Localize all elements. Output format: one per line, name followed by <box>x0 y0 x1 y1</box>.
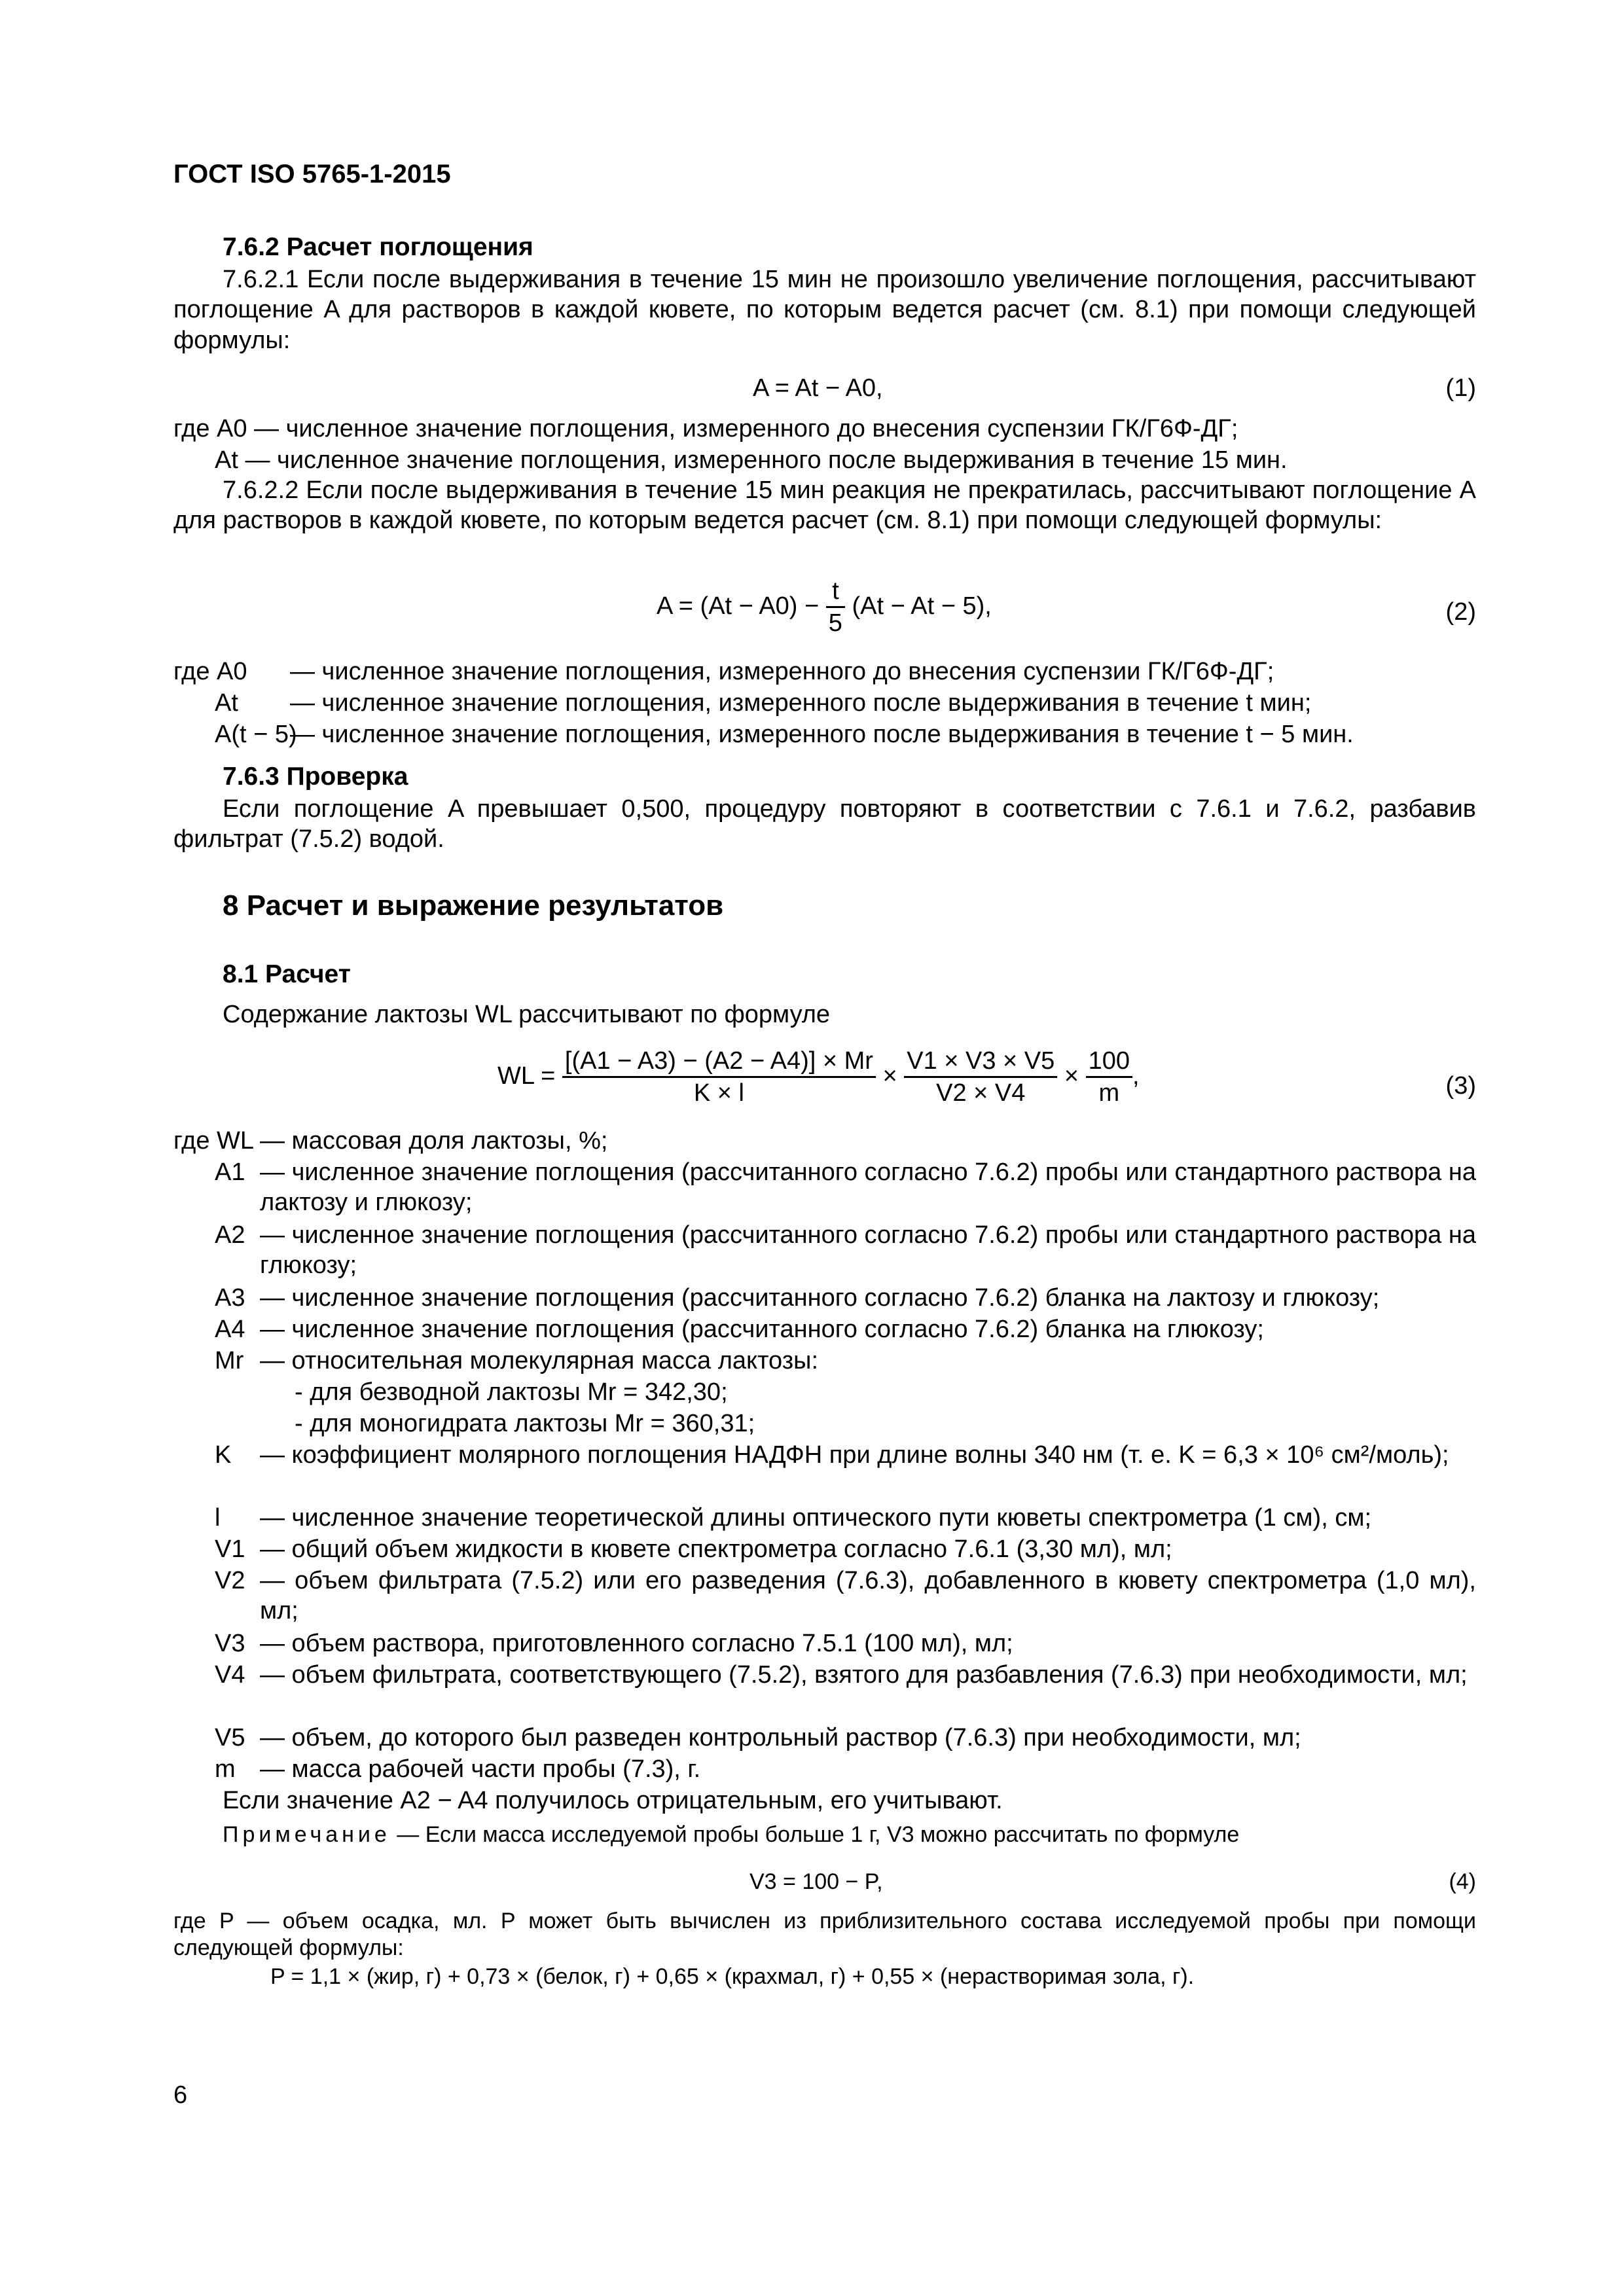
eq3-def-symbol: m <box>215 1755 236 1783</box>
eq2-def-row <box>173 719 1476 751</box>
eq3-def-text: — численное значение теоретической длины оптического пути кюветы спектрометра (1 см), см; <box>260 1504 1371 1532</box>
equation-2-frac-num: t <box>826 576 845 608</box>
eq3-def-text: - для моногидрата лактозы Mr = 360,31; <box>295 1410 755 1437</box>
eq3-def-symbol: l <box>215 1504 221 1532</box>
document-code: ГОСТ ISO 5765-1-2015 <box>173 160 451 188</box>
note-label: Примечание <box>223 1822 391 1847</box>
equation-1-number: (1) <box>1445 374 1476 402</box>
equation-3-times: × <box>882 1062 897 1090</box>
eq2-def-symbol: где A0 <box>173 658 247 685</box>
eq3-def-row <box>173 1408 1476 1440</box>
eq3-def-text: — общий объем жидкости в кювете спектрометра согласно 7.6.1 (3,30 мл), мл; <box>260 1535 1172 1563</box>
eq3-def-row <box>173 1723 1476 1754</box>
eq4-where <box>173 1908 1476 1962</box>
eq3-def-text: — коэффициент молярного поглощения НАДФН при длине волны 340 нм (т. е. K = 6,3 × 10⁶ см²/моль); <box>260 1441 1449 1469</box>
section-8-1-title: 8.1 Расчет <box>223 960 351 988</box>
eq3-def-row <box>173 1220 1476 1283</box>
para-7-6-2-1: 7.6.2.1 Если после выдерживания в течение 15 мин не произошло увеличение поглощения, рассчитывают поглощение A для растворов в каждой кювете, по которым ведется расчет (см. 8.1) при помощи следующей формулы: <box>173 266 1476 354</box>
equation-3-f1-num: [(A1 − A3) − (A2 − A4)] × Mr <box>562 1046 876 1078</box>
eq3-def-text: — относительная молекулярная масса лактозы: <box>260 1347 819 1374</box>
eq2-def-text: — численное значение поглощения, измеренного до внесения суспензии ГК/Г6Ф-ДГ; <box>290 658 1274 685</box>
eq3-def-text: — численное значение поглощения (рассчитанного согласно 7.6.2) бланка на лактозу и глюкозу; <box>260 1284 1380 1312</box>
note-text: — Если масса исследуемой пробы больше 1 г, V3 можно рассчитать по формуле <box>390 1822 1240 1847</box>
eq3-def-text: — численное значение поглощения (рассчитанного согласно 7.6.2) пробы или стандартного раствора на лактозу и глюкозу; <box>260 1158 1476 1217</box>
eq3-def-symbol: A4 <box>215 1316 245 1343</box>
eq3-def-symbol: V1 <box>215 1535 245 1563</box>
equation-3-times: × <box>1064 1062 1079 1090</box>
equation-3-comma: , <box>1132 1062 1140 1090</box>
eq3-def-row <box>173 1314 1476 1346</box>
eq2-def-symbol: At <box>215 689 238 717</box>
eq3-def-text: — численное значение поглощения (рассчитанного согласно 7.6.2) пробы или стандартного раствора на глюкозу; <box>260 1221 1476 1280</box>
eq3-def-text: — масса рабочей части пробы (7.3), г. <box>260 1755 701 1783</box>
eq2-def-text: — численное значение поглощения, измеренного после выдерживания в течение t мин; <box>290 689 1312 717</box>
equation-3-fraction-3 <box>1086 1046 1132 1109</box>
equation-3-lhs: WL = <box>497 1062 556 1090</box>
eq4-where-text: где P — объем осадка, мл. P может быть вычислен из приблизительного состава исследуемой пробы при помощи следующей формулы: <box>173 1909 1476 1961</box>
eq3-def-symbol: V5 <box>215 1724 245 1751</box>
equation-4: V3 = 100 − P, <box>749 1869 883 1894</box>
para-8-1-intro: Содержание лактозы WL рассчитывают по формуле <box>223 1001 831 1028</box>
equation-2 <box>657 576 992 639</box>
eq3-def-row <box>173 1628 1476 1660</box>
eq3-def-symbol: V4 <box>215 1661 245 1689</box>
eq3-def-row <box>173 1126 1476 1157</box>
eq3-def-text: — численное значение поглощения (рассчитанного согласно 7.6.2) бланка на глюкозу; <box>260 1316 1264 1343</box>
eq3-def-row <box>173 1534 1476 1566</box>
equation-3-f1-den: K × l <box>693 1079 744 1107</box>
eq3-def-symbol: V2 <box>215 1567 245 1594</box>
eq1-where-a0: где A0 — численное значение поглощения, измеренного до внесения суспензии ГК/Г6Ф-ДГ; <box>173 415 1238 442</box>
equation-2-right: (At − At − 5), <box>852 592 992 620</box>
eq3-def-symbol: K <box>215 1441 232 1469</box>
para-7-6-3: Если поглощение A превышает 0,500, процедуру повторяют в соответствии с 7.6.1 и 7.6.2, разбавив фильтрат (7.5.2) водой. <box>173 795 1476 853</box>
equation-4-number: (4) <box>1449 1869 1476 1894</box>
equation-2-frac-den: 5 <box>828 609 842 637</box>
eq3-def-text: — объем фильтрата, соответствующего (7.5.2), взятого для разбавления (7.6.3) при необходимости, мл; <box>260 1661 1468 1689</box>
eq3-def-row <box>173 1440 1476 1503</box>
equation-3-fraction-2 <box>904 1046 1057 1109</box>
eq2-def-text: — численное значение поглощения, измеренного после выдерживания в течение t − 5 мин. <box>290 721 1354 748</box>
eq4-p-formula: P = 1,1 × (жир, г) + 0,73 × (белок, г) + 0,65 × (крахмал, г) + 0,55 × (нерастворимая зола, г). <box>270 1964 1195 1989</box>
eq3-def-symbol: A2 <box>215 1221 245 1249</box>
negative-value-note: Если значение A2 − A4 получилось отрицательным, его учитывают. <box>223 1787 1003 1814</box>
eq3-def-text: — массовая доля лактозы, %; <box>260 1127 608 1155</box>
eq2-def-row <box>173 656 1476 688</box>
eq3-def-row <box>173 1660 1476 1723</box>
eq3-def-row <box>173 1346 1476 1377</box>
section-8-title: 8 Расчет и выражение результатов <box>223 889 724 922</box>
equation-3-f2-num: V1 × V3 × V5 <box>904 1046 1057 1078</box>
equation-3-f3-num: 100 <box>1086 1046 1132 1078</box>
eq3-def-text: - для безводной лактозы Mr = 342,30; <box>295 1378 728 1406</box>
note <box>223 1821 1239 1848</box>
eq3-def-text: — объем раствора, приготовленного согласно 7.5.1 (100 мл), мл; <box>260 1630 1013 1657</box>
equation-3-f2-den: V2 × V4 <box>936 1079 1026 1107</box>
eq3-def-text: — объем фильтрата (7.5.2) или его разведения (7.6.3), добавленного в кювету спектрометра (1,0 мл), мл; <box>260 1567 1476 1625</box>
eq3-def-symbol: A1 <box>215 1158 245 1186</box>
eq3-def-row <box>173 1566 1476 1628</box>
eq3-def-symbol: A3 <box>215 1284 245 1312</box>
eq3-def-row <box>173 1157 1476 1220</box>
eq3-def-symbol: Mr <box>215 1347 244 1374</box>
para-7-6-2-2: 7.6.2.2 Если после выдерживания в течение 15 мин реакция не прекратилась, рассчитывают поглощение A для растворов в каждой кювете, по которым ведется расчет (см. 8.1) при помощи следующей формулы: <box>173 476 1476 535</box>
eq3-def-row <box>173 1283 1476 1314</box>
equation-3-f3-den: m <box>1098 1079 1120 1107</box>
equation-1: A = At − A0, <box>753 374 883 402</box>
eq2-def-row <box>173 688 1476 719</box>
equation-3-number: (3) <box>1445 1072 1476 1100</box>
eq3-def-text: — объем, до которого был разведен контрольный раствор (7.6.3) при необходимости, мл; <box>260 1724 1301 1751</box>
equation-2-number: (2) <box>1445 598 1476 626</box>
equation-2-left: A = (At − A0) − <box>657 592 820 620</box>
eq1-where-at: At — численное значение поглощения, измеренного после выдерживания в течение 15 мин. <box>215 446 1288 474</box>
equation-2-fraction <box>826 576 845 639</box>
eq2-def-symbol: A(t − 5) <box>215 721 297 748</box>
eq3-def-symbol: где WL <box>173 1127 255 1155</box>
eq3-def-symbol: V3 <box>215 1630 245 1657</box>
eq3-def-row <box>173 1503 1476 1534</box>
eq3-def-row <box>173 1377 1476 1408</box>
equation-3-fraction-1 <box>562 1046 876 1109</box>
eq3-def-row <box>173 1754 1476 1785</box>
section-7-6-3-title: 7.6.3 Проверка <box>223 762 408 791</box>
page-number: 6 <box>173 2081 188 2109</box>
equation-3 <box>497 1046 1140 1109</box>
section-7-6-2-title: 7.6.2 Расчет поглощения <box>223 233 533 261</box>
